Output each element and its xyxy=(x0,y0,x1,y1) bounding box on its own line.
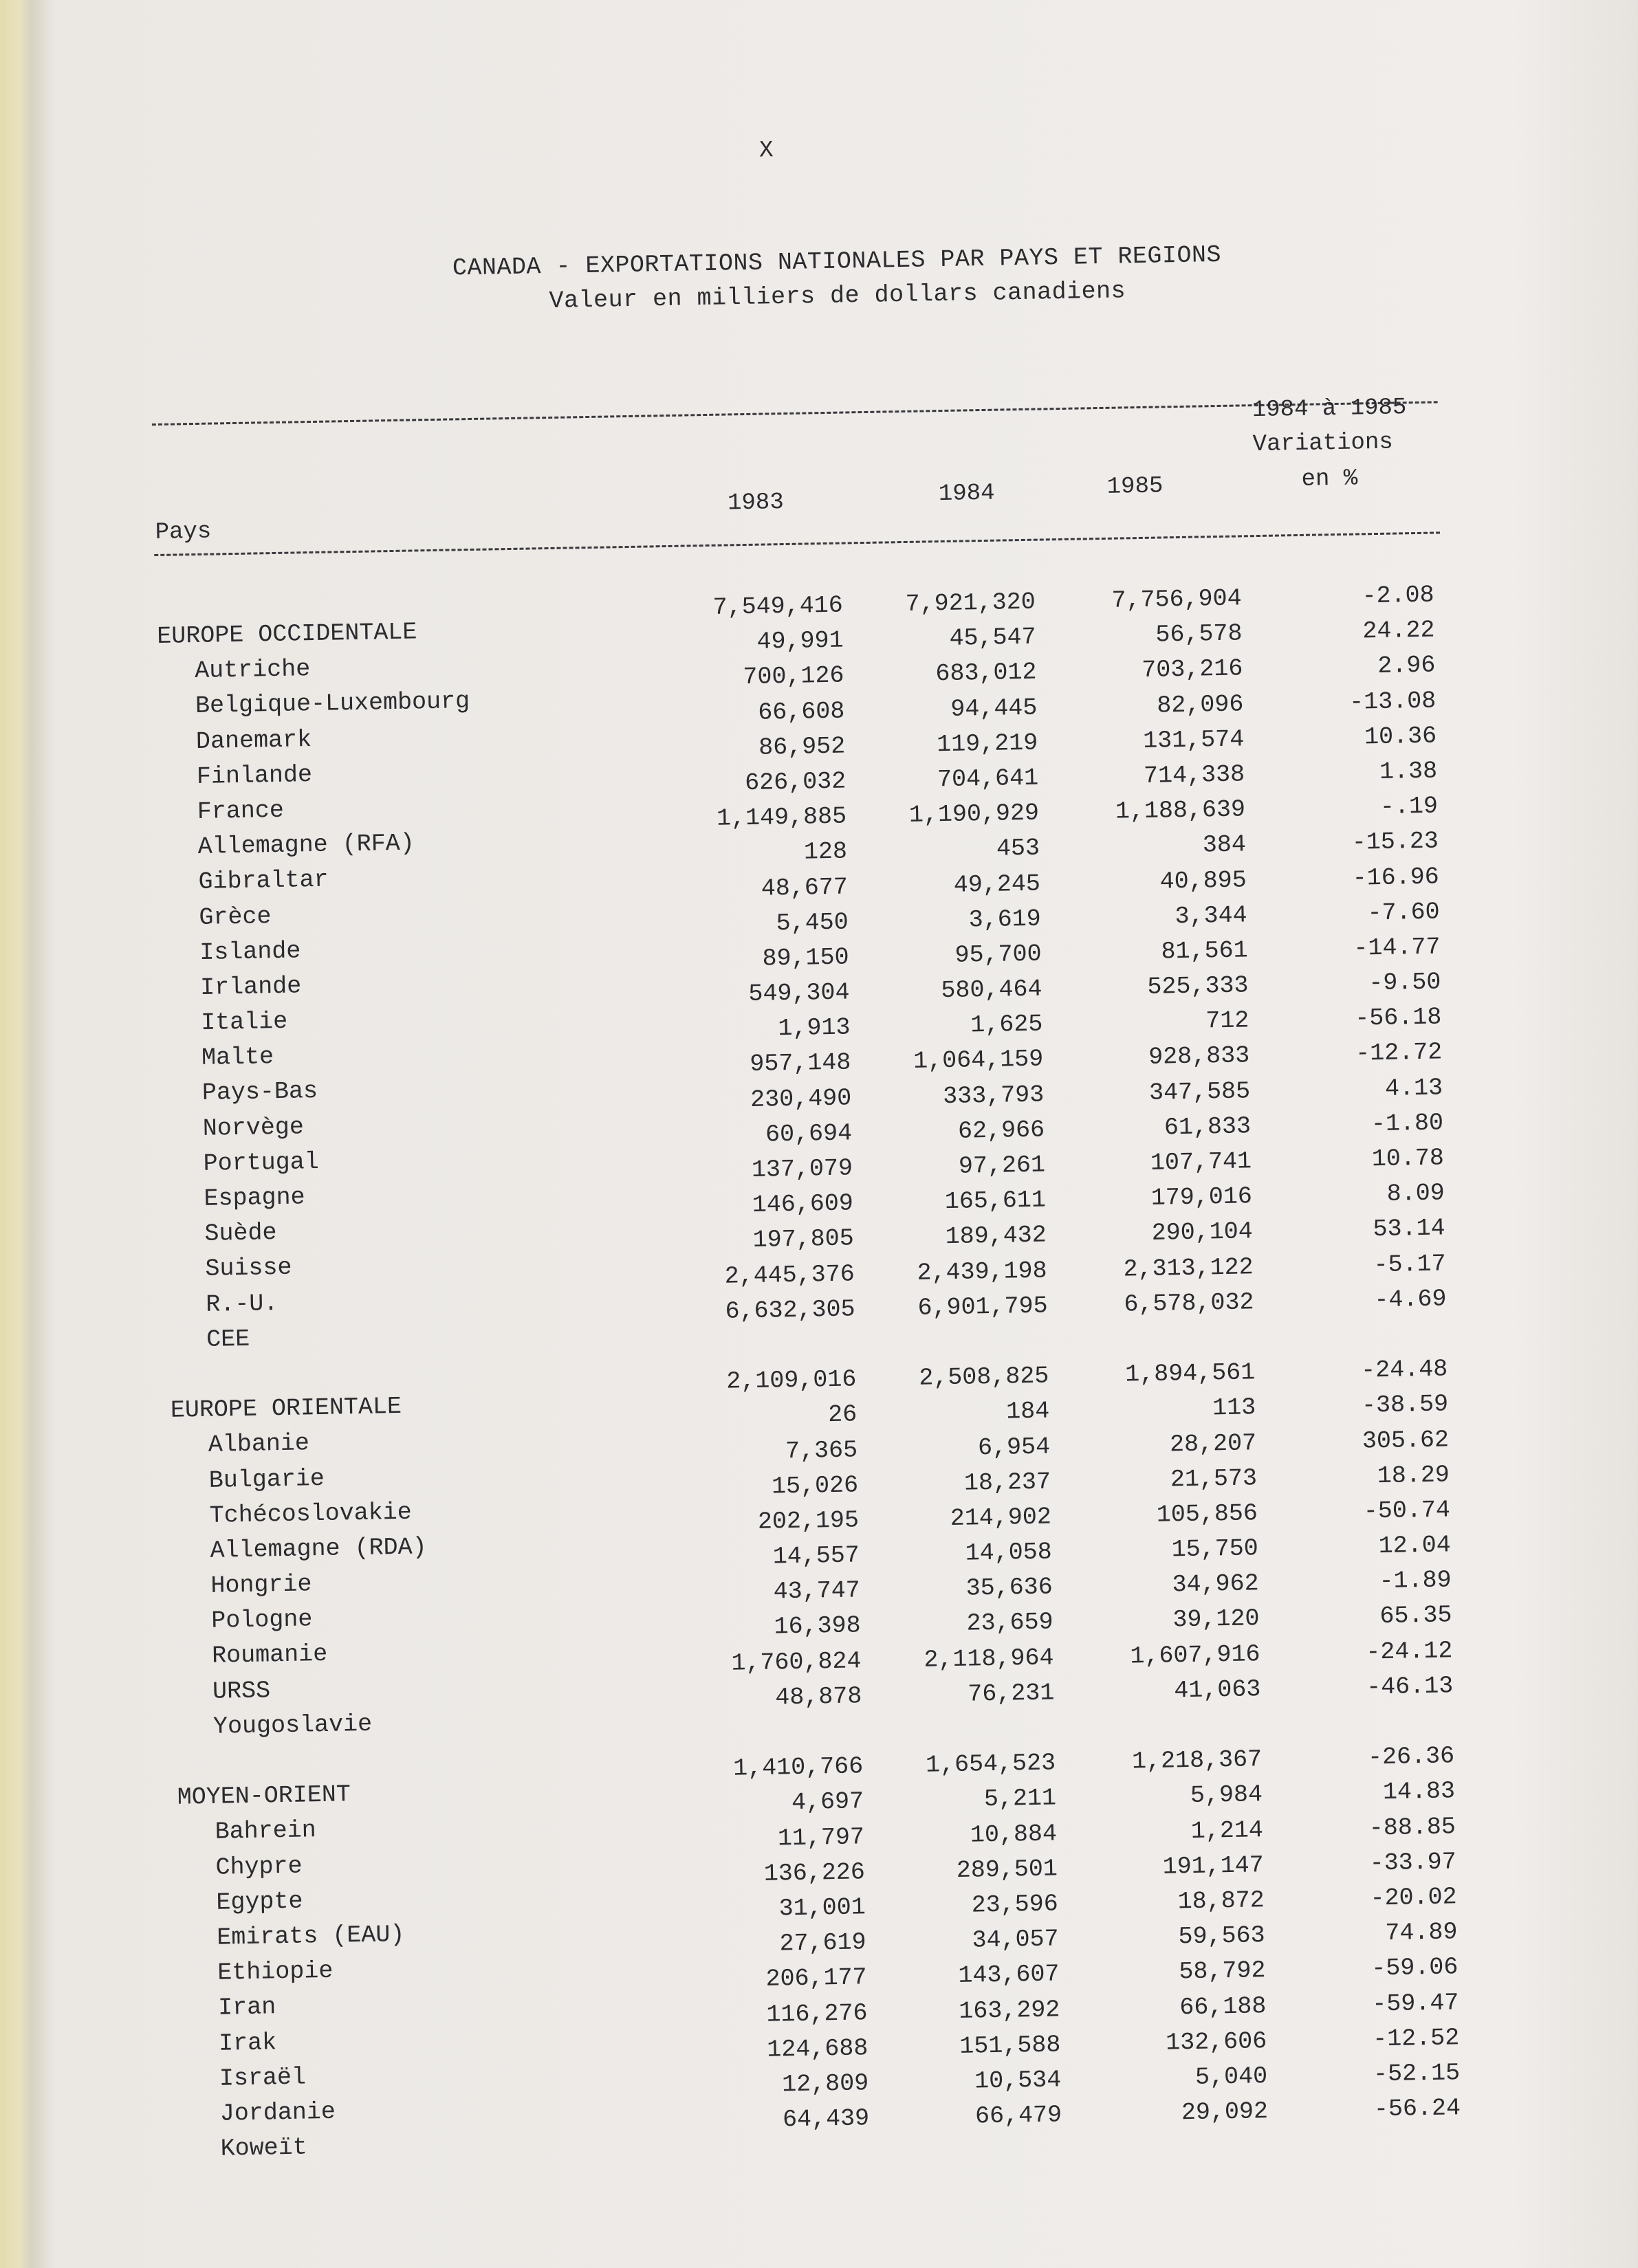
value-1984: 2,118,964 xyxy=(924,1644,1054,1674)
header-1983: 1983 xyxy=(727,489,785,517)
value-1984: 163,292 xyxy=(959,1995,1060,2025)
table-subtitle: Valeur en milliers de dollars canadiens xyxy=(549,277,1126,315)
value-1983: 60,694 xyxy=(765,1119,853,1149)
value-1984: 289,501 xyxy=(956,1855,1058,1884)
value-1983: 202,195 xyxy=(757,1506,860,1536)
variation-percent: -4.69 xyxy=(1374,1285,1447,1314)
value-1983: 7,549,416 xyxy=(712,591,844,621)
value-1985: 5,984 xyxy=(1190,1781,1263,1810)
value-1983: 64,439 xyxy=(782,2104,870,2134)
value-1985: 191,147 xyxy=(1162,1851,1265,1881)
variation-percent: -46.13 xyxy=(1366,1672,1454,1702)
value-1984: 7,921,320 xyxy=(905,588,1036,618)
variation-percent: -50.74 xyxy=(1363,1496,1451,1526)
value-1983: 14,557 xyxy=(772,1541,860,1571)
value-1984: 23,596 xyxy=(971,1890,1059,1919)
value-1985: 113 xyxy=(1212,1394,1256,1422)
value-1984: 97,261 xyxy=(958,1151,1046,1180)
country-name: Irak xyxy=(218,2028,277,2058)
value-1985: 40,895 xyxy=(1159,866,1247,896)
value-1985: 15,750 xyxy=(1171,1534,1259,1564)
country-name: Norvège xyxy=(202,1112,305,1143)
value-1985: 290,104 xyxy=(1151,1218,1254,1248)
variation-percent: -56.18 xyxy=(1354,1003,1442,1033)
value-1983: 11,797 xyxy=(777,1823,865,1853)
variation-percent: -13.08 xyxy=(1348,687,1437,716)
country-name: CEE xyxy=(206,1325,250,1354)
country-name: Grèce xyxy=(199,902,272,932)
value-1984: 76,231 xyxy=(968,1679,1055,1708)
variation-percent: 65.35 xyxy=(1379,1601,1452,1631)
value-1985: 107,741 xyxy=(1150,1147,1252,1177)
value-1985: 61,833 xyxy=(1164,1112,1252,1142)
variation-percent: -88.85 xyxy=(1368,1812,1456,1842)
variation-percent: 2.96 xyxy=(1377,651,1436,681)
value-1984: 214,902 xyxy=(950,1503,1052,1532)
value-1984: 333,793 xyxy=(942,1081,1045,1110)
variation-percent: 1.38 xyxy=(1379,757,1438,786)
header-bottom-rule xyxy=(154,531,1440,556)
value-1984: 2,439,198 xyxy=(917,1257,1047,1287)
value-1983: 27,619 xyxy=(779,1928,867,1958)
value-1984: 10,884 xyxy=(970,1819,1058,1849)
variation-percent: -7.60 xyxy=(1367,898,1440,927)
country-name: Portugal xyxy=(203,1147,320,1178)
country-name: Pays-Bas xyxy=(201,1077,318,1108)
value-1983: 48,677 xyxy=(761,872,849,903)
value-1983: 89,150 xyxy=(762,943,849,973)
header-variation-range: 1984 à 1985 xyxy=(1252,395,1407,424)
value-1984: 2,508,825 xyxy=(918,1362,1049,1392)
variation-percent: -38.59 xyxy=(1361,1390,1449,1420)
value-1984: 1,625 xyxy=(970,1010,1043,1039)
variation-percent: -.19 xyxy=(1379,792,1439,822)
value-1985: 58,792 xyxy=(1179,1957,1266,1986)
value-1985: 29,092 xyxy=(1181,2098,1269,2127)
header-variation-unit: en % xyxy=(1301,465,1358,493)
value-1984: 3,619 xyxy=(968,905,1042,934)
value-1984: 6,901,795 xyxy=(917,1292,1048,1322)
variation-percent: 74.89 xyxy=(1385,1918,1458,1948)
variation-percent: -15.23 xyxy=(1351,827,1439,857)
value-1983: 15,026 xyxy=(771,1471,859,1501)
country-name: Hongrie xyxy=(210,1570,312,1600)
value-1985: 82,096 xyxy=(1156,690,1244,720)
country-name: Suisse xyxy=(205,1254,292,1284)
country-name: Malte xyxy=(201,1043,274,1072)
country-name: Allemagne (RDA) xyxy=(210,1533,427,1565)
country-name: Autriche xyxy=(194,655,311,685)
value-1984: 95,700 xyxy=(954,940,1042,969)
variation-percent: 24.22 xyxy=(1362,616,1435,646)
value-1984: 10,534 xyxy=(974,2066,1062,2095)
value-1985: 28,207 xyxy=(1169,1429,1257,1458)
value-1985: 714,338 xyxy=(1143,760,1245,790)
value-1985: 6,578,032 xyxy=(1124,1288,1254,1319)
value-1984: 184 xyxy=(1005,1397,1050,1426)
value-1983: 197,805 xyxy=(752,1224,855,1255)
variation-percent: -12.72 xyxy=(1355,1038,1443,1068)
value-1983: 957,148 xyxy=(749,1048,851,1079)
variation-percent: -52.15 xyxy=(1373,2059,1461,2089)
value-1984: 14,058 xyxy=(965,1538,1053,1567)
region-name: EUROPE ORIENTALE xyxy=(170,1393,402,1424)
header-1984: 1984 xyxy=(938,480,995,508)
country-name: R.-U. xyxy=(205,1289,279,1319)
value-1985: 1,894,561 xyxy=(1124,1358,1256,1389)
country-name: Espagne xyxy=(204,1183,305,1213)
value-1985: 81,561 xyxy=(1161,936,1248,966)
country-name: Finlande xyxy=(196,760,313,791)
country-name: Italie xyxy=(200,1007,288,1037)
value-1983: 206,177 xyxy=(765,1963,867,1994)
variation-percent: 10.36 xyxy=(1364,722,1437,751)
country-name: Yougoslavie xyxy=(212,1710,373,1741)
value-1985: 5,040 xyxy=(1194,2062,1268,2091)
variation-percent: 4.13 xyxy=(1384,1074,1443,1103)
country-name: Islande xyxy=(199,937,301,967)
value-1984: 35,636 xyxy=(965,1573,1053,1603)
value-1985: 1,214 xyxy=(1190,1816,1264,1845)
variation-percent: -1.89 xyxy=(1379,1566,1452,1596)
exports-table xyxy=(157,581,1476,2163)
value-1983: 128 xyxy=(803,837,848,866)
value-1984: 66,479 xyxy=(974,2101,1062,2131)
country-name: Suède xyxy=(204,1219,277,1248)
value-1985: 703,216 xyxy=(1142,654,1243,685)
variation-percent: -9.50 xyxy=(1368,968,1441,998)
header-top-rule xyxy=(152,401,1438,426)
value-1984: 18,237 xyxy=(963,1468,1051,1497)
value-1983: 6,632,305 xyxy=(725,1295,855,1325)
country-name: Ethiopie xyxy=(217,1957,334,1987)
value-1983: 136,226 xyxy=(763,1858,866,1888)
country-name: Irlande xyxy=(199,972,302,1002)
value-1983: 146,609 xyxy=(752,1189,854,1220)
variation-percent: -24.12 xyxy=(1366,1636,1453,1666)
value-1983: 1,410,766 xyxy=(732,1752,864,1783)
value-1984: 1,190,929 xyxy=(908,799,1040,830)
variation-percent: -59.06 xyxy=(1371,1953,1459,1983)
value-1985: 384 xyxy=(1202,830,1247,859)
value-1985: 34,962 xyxy=(1172,1570,1259,1599)
value-1983: 4,697 xyxy=(791,1787,864,1817)
value-1983: 137,079 xyxy=(751,1154,853,1184)
variation-percent: -2.08 xyxy=(1362,581,1434,610)
country-name: Albanie xyxy=(208,1429,310,1460)
country-name: Iran xyxy=(217,1993,276,2023)
value-1984: 143,607 xyxy=(958,1960,1060,1990)
value-1984: 49,245 xyxy=(953,870,1041,899)
value-1985: 712 xyxy=(1205,1006,1249,1035)
country-name: Bulgarie xyxy=(208,1464,325,1495)
country-name: Roumanie xyxy=(211,1640,328,1671)
value-1985: 41,063 xyxy=(1173,1675,1261,1705)
country-name: Bahrein xyxy=(215,1816,317,1847)
value-1985: 3,344 xyxy=(1175,901,1248,930)
value-1983: 700,126 xyxy=(743,661,844,692)
variation-percent: -59.47 xyxy=(1371,1988,1459,2018)
country-name: Gibraltar xyxy=(198,866,329,896)
variation-percent: 53.14 xyxy=(1373,1214,1446,1244)
value-1983: 16,398 xyxy=(774,1611,861,1641)
header-pays: Pays xyxy=(155,518,212,546)
value-1983: 230,490 xyxy=(750,1084,852,1114)
value-1983: 1,913 xyxy=(778,1013,851,1043)
variation-percent: -33.97 xyxy=(1369,1848,1457,1878)
variation-percent: -56.24 xyxy=(1373,2094,1461,2124)
value-1983: 626,032 xyxy=(744,767,847,797)
country-name: Tchécoslovakie xyxy=(209,1498,413,1530)
country-name: Israël xyxy=(219,2063,307,2093)
variation-percent: -26.36 xyxy=(1367,1742,1455,1772)
variation-percent: -16.96 xyxy=(1352,862,1440,892)
variation-percent: -20.02 xyxy=(1370,1883,1457,1913)
country-name: Danemark xyxy=(195,725,312,756)
value-1985: 66,188 xyxy=(1179,1992,1267,2021)
value-1985: 39,120 xyxy=(1172,1605,1260,1634)
country-name: URSS xyxy=(212,1676,271,1706)
value-1985: 56,578 xyxy=(1155,619,1243,649)
variation-percent: 8.09 xyxy=(1386,1179,1445,1209)
value-1983: 2,445,376 xyxy=(724,1259,855,1290)
country-name: Allemagne (RFA) xyxy=(197,829,415,861)
country-name: Pologne xyxy=(211,1605,313,1636)
variation-percent: -24.48 xyxy=(1360,1355,1448,1385)
value-1983: 49,991 xyxy=(756,626,844,656)
value-1985: 18,872 xyxy=(1177,1886,1265,1916)
table-title: CANADA - EXPORTATIONS NATIONALES PAR PAYS ET REGIONS xyxy=(452,241,1222,283)
value-1985: 347,585 xyxy=(1148,1077,1251,1107)
country-name: Koweït xyxy=(220,2133,308,2163)
value-1984: 34,057 xyxy=(972,1925,1059,1955)
value-1984: 189,432 xyxy=(945,1221,1047,1251)
value-1983: 7,365 xyxy=(785,1435,858,1465)
variation-percent: 10.78 xyxy=(1371,1144,1445,1174)
value-1984: 119,219 xyxy=(936,729,1038,758)
value-1984: 23,659 xyxy=(966,1608,1053,1638)
value-1985: 59,563 xyxy=(1178,1922,1265,1951)
country-name: Emirats (EAU) xyxy=(217,1920,405,1952)
variation-percent: -12.52 xyxy=(1372,2023,1460,2054)
country-name: Egypte xyxy=(216,1887,303,1917)
region-name: EUROPE OCCIDENTALE xyxy=(157,618,417,650)
value-1985: 7,756,904 xyxy=(1111,584,1242,615)
value-1983: 1,760,824 xyxy=(731,1647,862,1677)
variation-percent: -14.77 xyxy=(1353,933,1441,962)
value-1985: 1,607,916 xyxy=(1130,1640,1260,1671)
value-1984: 1,654,523 xyxy=(925,1749,1056,1779)
value-1984: 1,064,159 xyxy=(913,1046,1044,1076)
value-1985: 21,573 xyxy=(1170,1464,1258,1494)
value-1983: 12,809 xyxy=(781,2069,869,2099)
header-variation-label: Variations xyxy=(1252,429,1394,459)
value-1984: 453 xyxy=(996,834,1040,863)
value-1984: 6,954 xyxy=(977,1432,1051,1462)
country-name: Belgique-Luxembourg xyxy=(195,687,470,720)
variation-percent: -1.80 xyxy=(1371,1109,1444,1138)
region-name: MOYEN-ORIENT xyxy=(177,1781,351,1812)
value-1983: 26 xyxy=(827,1400,858,1429)
value-1983: 549,304 xyxy=(748,978,850,1009)
value-1984: 580,464 xyxy=(941,975,1042,1005)
variation-percent: 12.04 xyxy=(1378,1531,1452,1561)
value-1984: 165,611 xyxy=(944,1186,1047,1216)
value-1985: 1,188,639 xyxy=(1115,795,1246,826)
value-1983: 48,878 xyxy=(775,1682,862,1712)
value-1984: 94,445 xyxy=(950,694,1038,723)
value-1984: 151,588 xyxy=(959,2031,1061,2060)
value-1985: 179,016 xyxy=(1150,1182,1253,1213)
value-1983: 31,001 xyxy=(778,1893,866,1923)
value-1984: 704,641 xyxy=(937,764,1039,794)
value-1985: 1,218,367 xyxy=(1131,1746,1263,1776)
value-1985: 131,574 xyxy=(1142,725,1245,755)
value-1983: 116,276 xyxy=(766,1999,868,2029)
value-1984: 62,966 xyxy=(957,1116,1045,1145)
value-1983: 43,747 xyxy=(773,1576,861,1606)
value-1983: 5,450 xyxy=(776,908,849,938)
country-name: Chypre xyxy=(215,1852,303,1882)
value-1985: 105,856 xyxy=(1156,1499,1258,1529)
value-1984: 683,012 xyxy=(935,659,1037,688)
value-1984: 45,547 xyxy=(949,623,1036,653)
value-1983: 86,952 xyxy=(758,732,846,762)
variation-percent: 14.83 xyxy=(1382,1777,1456,1807)
page-number: X xyxy=(758,137,774,164)
variation-percent: 305.62 xyxy=(1362,1425,1450,1455)
value-1983: 124,688 xyxy=(766,2034,869,2064)
value-1985: 928,833 xyxy=(1148,1042,1250,1072)
variation-percent: -5.17 xyxy=(1373,1249,1446,1279)
value-1985: 525,333 xyxy=(1147,971,1249,1001)
value-1983: 2,109,016 xyxy=(726,1365,857,1396)
country-name: France xyxy=(197,796,285,826)
value-1985: 132,606 xyxy=(1165,2027,1267,2057)
value-1983: 66,608 xyxy=(758,697,845,727)
value-1984: 5,211 xyxy=(983,1784,1057,1814)
variation-percent: 18.29 xyxy=(1377,1461,1450,1490)
value-1985: 2,313,122 xyxy=(1123,1253,1254,1284)
country-name: Jordanie xyxy=(219,2098,336,2128)
header-1985: 1985 xyxy=(1106,473,1164,500)
value-1983: 1,149,885 xyxy=(716,802,847,833)
